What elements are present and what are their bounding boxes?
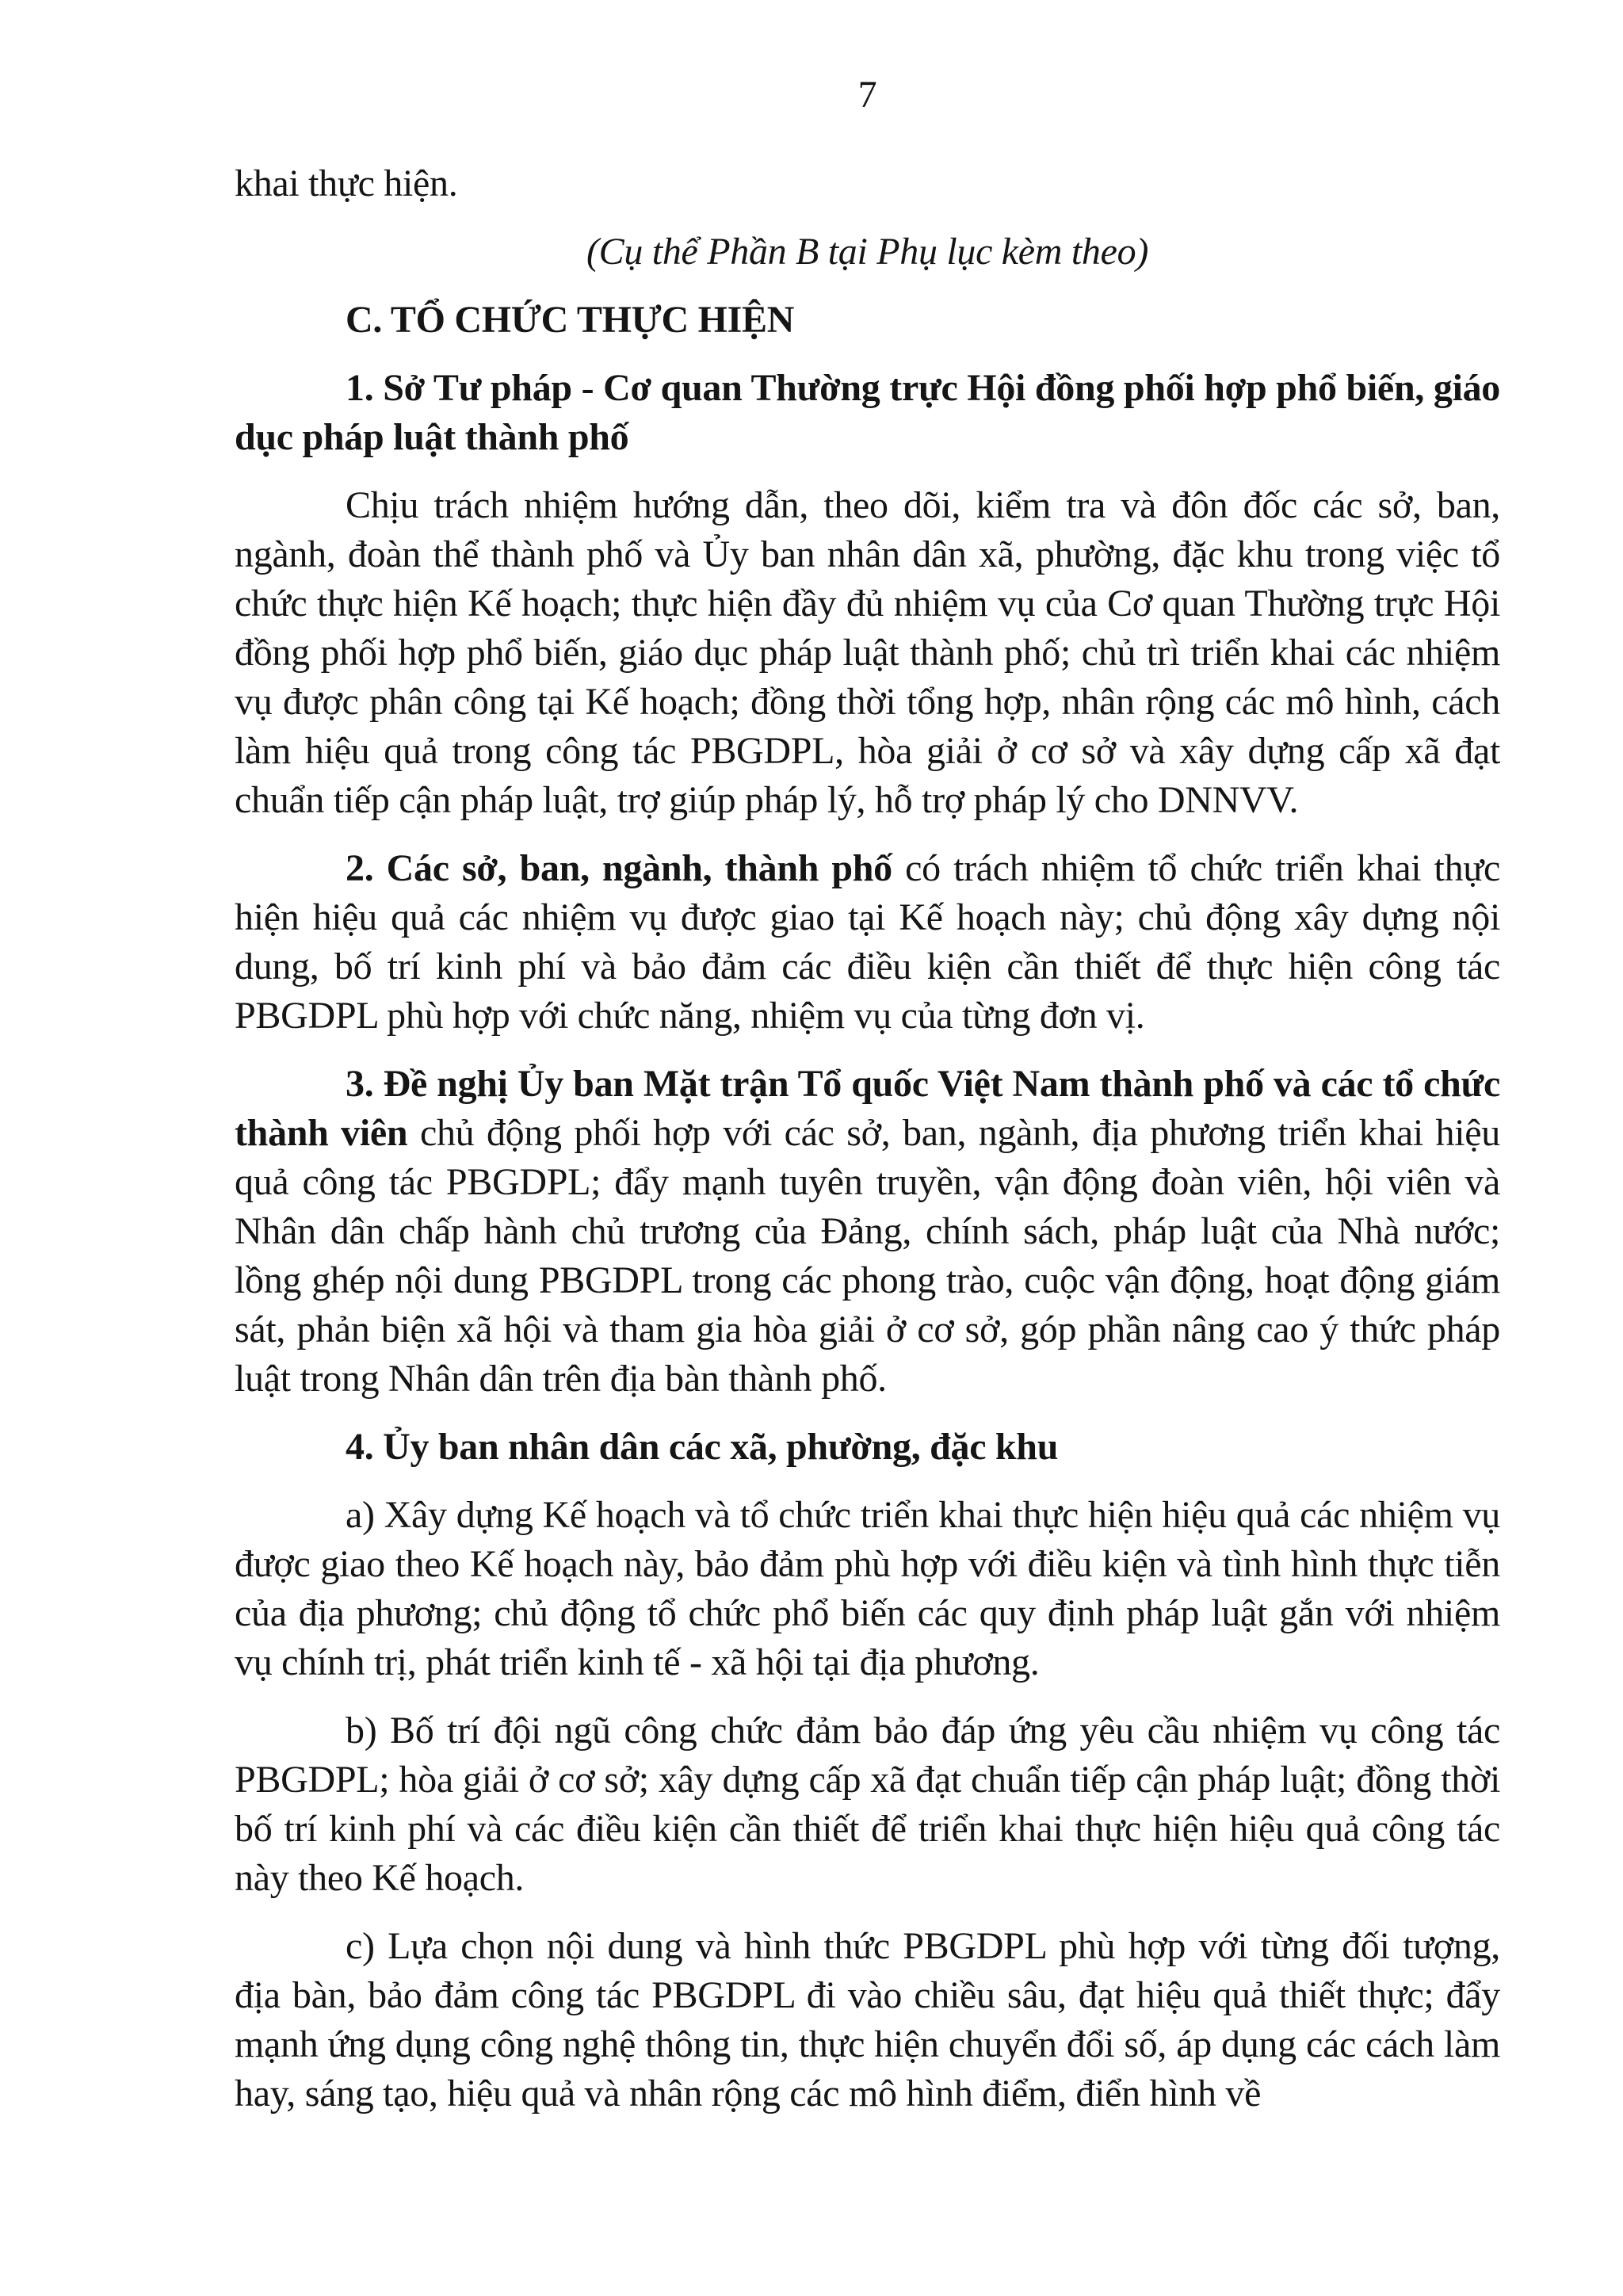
item-1-body-text: Chịu trách nhiệm hướng dẫn, theo dõi, kiểm tra và đôn đốc các sở, ban, ngành, đoàn thể thành phố và Ủy ban nhân dân xã, phường, đặc khu trong việc tổ chức thực hiện Kế hoạch; thực hiện đầy đủ nhiệm vụ của Cơ quan Thường trực Hội đồng phối hợp phổ biến, giáo dục pháp luật thành phố; chủ trì triển khai các nhiệm vụ được phân công tại Kế hoạch; đồng thời tổng hợp, nhân rộng các mô hình, cách làm hiệu quả trong công tác PBGDPL, hòa giải ở cơ sở và xây dựng cấp xã đạt chuẩn tiếp cận pháp luật, trợ giúp pháp lý, hỗ trợ pháp lý cho DNNVV. xyxy=(235,484,1500,821)
annex-note xyxy=(235,227,1500,277)
item-4b-paragraph-text: b) Bố trí đội ngũ công chức đảm bảo đáp ứng yêu cầu nhiệm vụ công tác PBGDPL; hòa giải ở cơ sở; xây dựng cấp xã đạt chuẩn tiếp cận pháp luật; đồng thời bố trí kinh phí và các điều kiện cần thiết để triển khai thực hiện hiệu quả công tác này theo Kế hoạch. xyxy=(235,1710,1500,1899)
item-4a-paragraph xyxy=(235,1491,1500,1687)
page-number: 7 xyxy=(857,74,877,116)
item-1-heading-text: 1. Sở Tư pháp - Cơ quan Thường trực Hội đồng phối hợp phổ biến, giáo dục pháp luật thành phố xyxy=(235,367,1500,458)
document-blocks xyxy=(235,159,1500,2118)
annex-note-text: (Cụ thể Phần B tại Phụ lục kèm theo) xyxy=(586,231,1148,273)
item-4-heading-text: 4. Ủy ban nhân dân các xã, phường, đặc khu xyxy=(346,1426,1059,1468)
continuation-line xyxy=(235,159,1500,208)
item-4c-paragraph xyxy=(235,1922,1500,2118)
item-2-paragraph-text: 2. Các sở, ban, ngành, thành phố xyxy=(346,847,906,889)
item-2-paragraph-text: có trách nhiệm tổ chức triển khai thực hiện hiệu quả các nhiệm vụ được giao tại Kế hoạch này; chủ động xây dựng nội dung, bố trí kinh phí và bảo đảm các điều kiện cần thiết để thực hiện công tác PBGDPL phù hợp với chức năng, nhiệm vụ của từng đơn vị. xyxy=(235,847,1501,1037)
item-4-heading xyxy=(235,1423,1500,1472)
section-c-heading xyxy=(235,296,1500,345)
item-1-body xyxy=(235,481,1500,825)
item-3-paragraph-text: 3. Đề nghị Ủy ban Mặt trận Tổ quốc Việt Nam thành phố và các tổ chức thành viên xyxy=(235,1063,1500,1154)
item-4c-paragraph-text: c) Lựa chọn nội dung và hình thức PBGDPL phù hợp với từng đối tượng, địa bàn, bảo đảm công tác PBGDPL đi vào chiều sâu, đạt hiệu quả thiết thực; đẩy mạnh ứng dụng công nghệ thông tin, thực hiện chuyển đổi số, áp dụng các cách làm hay, sáng tạo, hiệu quả và nhân rộng các mô hình điểm, điển hình về xyxy=(235,1925,1500,2115)
item-4a-paragraph-text: a) Xây dựng Kế hoạch và tổ chức triển khai thực hiện hiệu quả các nhiệm vụ được giao theo Kế hoạch này, bảo đảm phù hợp với điều kiện và tình hình thực tiễn của địa phương; chủ động tổ chức phổ biến các quy định pháp luật gắn với nhiệm vụ chính trị, phát triển kinh tế - xã hội tại địa phương. xyxy=(235,1494,1500,1683)
item-4b-paragraph xyxy=(235,1706,1500,1903)
item-3-paragraph xyxy=(235,1060,1500,1404)
continuation-line-text: khai thực hiện. xyxy=(235,162,458,204)
document-content xyxy=(235,71,1500,2118)
section-c-heading-text: C. TỔ CHỨC THỰC HIỆN xyxy=(346,299,795,341)
item-2-paragraph xyxy=(235,844,1500,1041)
item-3-paragraph-text: chủ động phối hợp với các sở, ban, ngành, địa phương triển khai hiệu quả công tác PBGDPL; đẩy mạnh tuyên truyền, vận động đoàn viên, hội viên và Nhân dân chấp hành chủ trương của Đảng, chính sách, pháp luật của Nhà nước; lồng ghép nội dung PBGDPL trong các phong trào, cuộc vận động, hoạt động giám sát, phản biện xã hội và tham gia hòa giải ở cơ sở, góp phần nâng cao ý thức pháp luật trong Nhân dân trên địa bàn thành phố. xyxy=(235,1112,1500,1400)
item-1-heading xyxy=(235,364,1500,462)
